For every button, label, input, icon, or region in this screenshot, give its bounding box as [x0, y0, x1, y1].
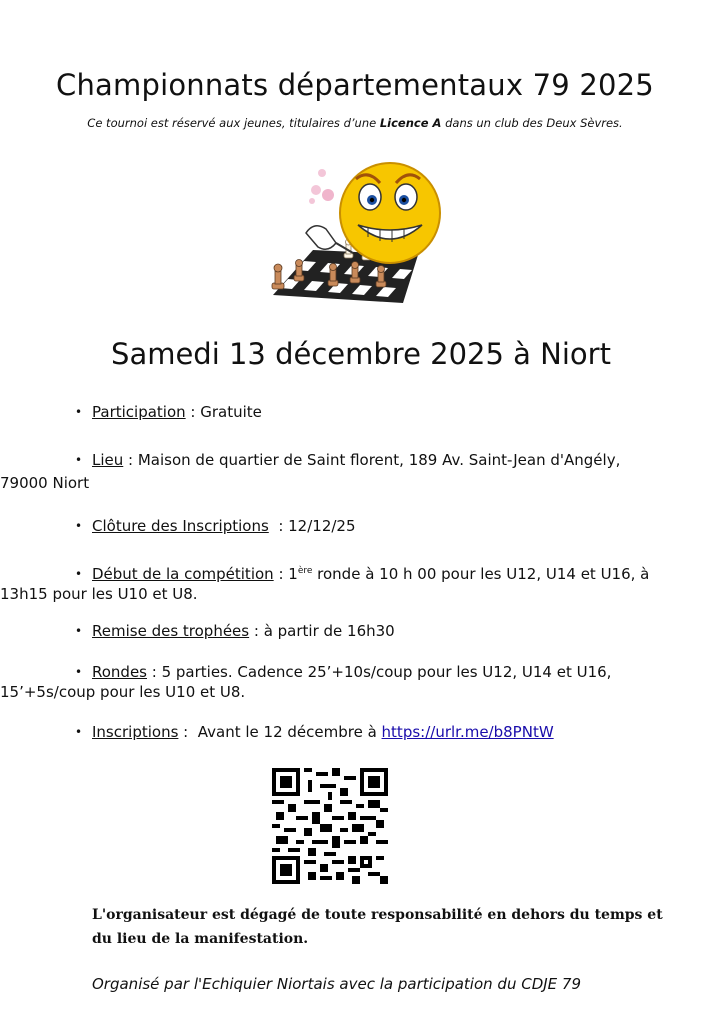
- list-item-cloture: [75, 516, 675, 536]
- page-title: Championnats départementaux 79 2025: [56, 68, 654, 102]
- rondes-label: Rondes: [92, 663, 147, 681]
- lieu-value-line2: 79000 Niort: [0, 474, 90, 492]
- rondes-value-line2: 15’+5s/coup pour les U10 et U8.: [0, 683, 246, 701]
- debut-value-line2: 13h15 pour les U10 et U8.: [0, 585, 198, 603]
- bullet: •: [75, 567, 83, 581]
- organizer-note: Organisé par l'Echiquier Niortais avec la participation du CDJE 79: [92, 975, 582, 993]
- bullet: •: [75, 624, 83, 638]
- eligibility-note: [0, 116, 710, 130]
- participation-value: : Gratuite: [185, 403, 262, 421]
- bullet: •: [75, 725, 83, 739]
- debut-label: Début de la compétition: [92, 565, 274, 583]
- cloture-value: : 12/12/25: [268, 517, 356, 535]
- qr-code-icon: [272, 768, 388, 884]
- event-date-heading: Samedi 13 décembre 2025 à Niort: [111, 337, 611, 371]
- inscriptions-label: Inscriptions: [92, 723, 179, 741]
- cloture-label: Clôture des Inscriptions: [92, 517, 269, 535]
- eligibility-text-a: Ce tournoi est réservé aux jeunes, titulaires d’une: [87, 116, 380, 130]
- bullet: •: [75, 665, 83, 679]
- list-item-debut: [0, 561, 675, 604]
- bullet: •: [75, 519, 83, 533]
- list-item-lieu: [0, 450, 675, 493]
- rondes-value: : 5 parties. Cadence 25’+10s/coup pour les U12, U14 et U16,: [147, 663, 612, 681]
- list-item-remise: [75, 621, 675, 641]
- eligibility-text-b: dans un club des Deux Sèvres.: [441, 116, 623, 130]
- debut-value-a: : 1: [273, 565, 298, 583]
- inscriptions-value: : Avant le 12 décembre à: [178, 723, 382, 741]
- lieu-label: Lieu: [92, 451, 124, 469]
- list-item-rondes: [0, 662, 675, 702]
- bullet: •: [75, 453, 83, 467]
- debut-value-b: ronde à 10 h 00 pour les U12, U14 et U16, à: [312, 565, 650, 583]
- list-item-participation: [75, 402, 675, 422]
- disclaimer: [92, 903, 672, 951]
- registration-link[interactable]: https://urlr.me/b8PNtW: [381, 723, 554, 741]
- participation-label: Participation: [92, 403, 186, 421]
- lieu-value: : Maison de quartier de Saint florent, 189 Av. Saint-Jean d'Angély,: [123, 451, 621, 469]
- list-item-inscriptions: [75, 722, 675, 742]
- disclaimer-line1: L'organisateur est dégagé de toute responsabilité en dehors du temps et: [92, 907, 663, 923]
- eligibility-licence: Licence A: [379, 116, 442, 130]
- bullet: •: [75, 405, 83, 419]
- disclaimer-line2: du lieu de la manifestation.: [92, 931, 309, 947]
- smiley-chess-icon: [258, 155, 458, 310]
- debut-sup: ère: [297, 566, 313, 576]
- remise-label: Remise des trophées: [92, 622, 250, 640]
- remise-value: : à partir de 16h30: [249, 622, 395, 640]
